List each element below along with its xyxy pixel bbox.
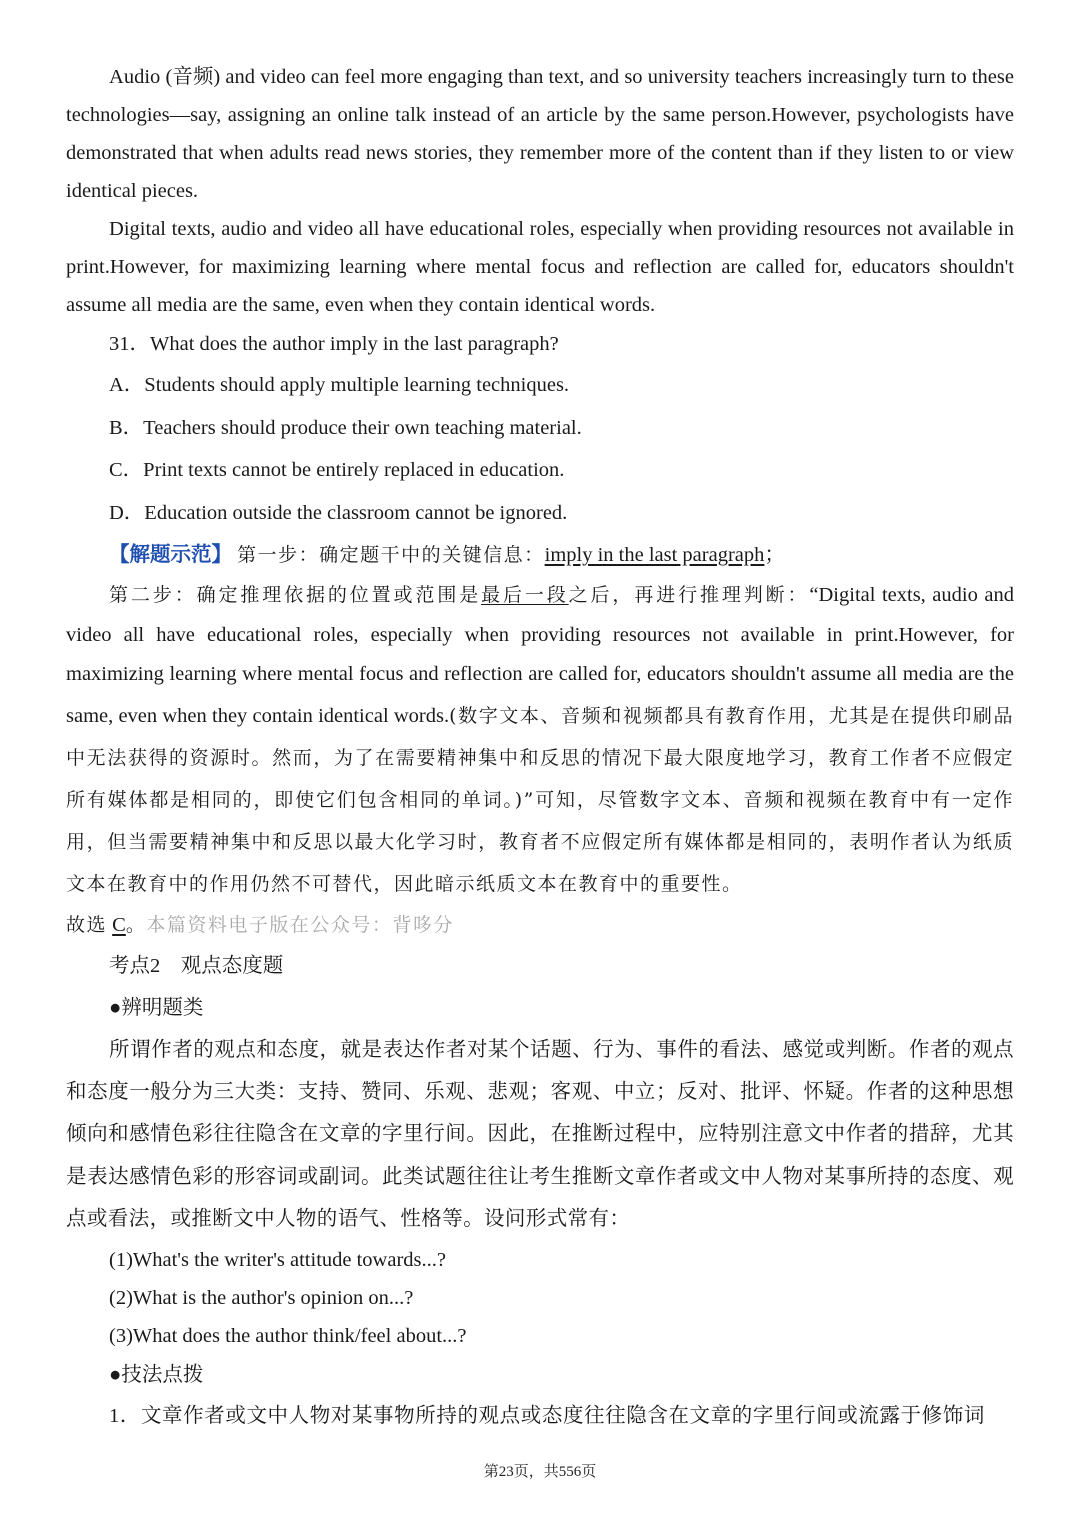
answer-letter: C	[112, 913, 126, 936]
question-form-2: (2)What is the author's opinion on...?	[109, 1286, 414, 1309]
step2-label: 第二步：确定推理依据的位置或范围是	[109, 584, 482, 606]
step1-end: ；	[764, 544, 785, 566]
question-stem: 31．What does the author imply in the last paragraph?	[109, 333, 559, 355]
document-page	[66, 58, 1014, 1437]
page-footer: 第23页，共556页	[483, 1464, 597, 1480]
answer-end: 。	[125, 913, 147, 936]
step2-key: 最后一段	[481, 584, 569, 606]
watermark-text: 本篇资料电子版在公众号：背哆分	[146, 913, 454, 936]
question-form-1: (1)What's the writer's attitude towards...?	[109, 1248, 446, 1271]
section2-heading-tips: ●技法点拨	[109, 1363, 204, 1386]
answer-prefix: 故选	[66, 913, 108, 936]
solution-step1	[66, 534, 1014, 576]
tip-1: 1．文章作者或文中人物对某事物所持的观点或态度往往隐含在文章的字里行间或流露于修饰词	[109, 1404, 985, 1427]
solution-step2	[66, 576, 1014, 905]
question-form-3: (3)What does the author think/feel about...?	[109, 1324, 467, 1347]
step1-key: imply in the last paragraph	[544, 544, 765, 566]
section2-heading-types: ●辨明题类	[109, 996, 204, 1019]
solution-answer	[66, 905, 1014, 945]
step2-mid: 之后，再进行推理判断：	[568, 584, 810, 606]
solution-tag: 【解题示范】	[109, 544, 232, 566]
section2-intro: 所谓作者的观点和态度，就是表达作者对某个话题、行为、事件的看法、感觉或判断。作者的观点和态度一般分为三大类：支持、赞同、乐观、悲观；客观、中立；反对、批评、怀疑。作者的这种思想倾向和感情色彩往往隐含在文章的字里行间。因此，在推断过程中，应特别注意文中作者的措辞，尤其是表达感情色彩的形容词或副词。此类试题往往让考生推断文章作者或文中人物对某事所持的态度、观点或看法，或推断文中人物的语气、性格等。设问形式常有：	[66, 1038, 1014, 1231]
passage-paragraph-1: Audio (音频) and video can feel more engaging than text, and so university teachers increasingly turn to these technologies—say, assigning an online talk instead of an article by the same person.However, psychologists have demonstrated that when adults read news stories, they remember more of the content than if they listen to or view identical pieces.	[66, 66, 1014, 202]
option-a: A．Students should apply multiple learning techniques.	[109, 374, 570, 396]
section2-title: 考点2 观点态度题	[109, 954, 284, 977]
step2-quote: “Digital texts, audio and video all have educational roles, especially when providing resources not available in print.However, for maximizing learning where mental focus and reflection are called for, educators shouldn't assume all media are the same, even when they contain identical words.	[66, 584, 1014, 727]
step1-label: 第一步：确定题干中的关键信息：	[237, 544, 545, 566]
step2-translation: (数字文本、音频和视频都具有教育作用，尤其是在提供印刷品中无法获得的资源时。然而，为了在需要精神集中和反思的情况下最大限度地学习，教育工作者不应假定所有媒体都是相同的，即使它们包含相同的单词。)”可知，尽管数字文本、音频和视频在教育中有一定作用，但当需要精神集中和反思以最大化学习时，教育者不应假定所有媒体都是相同的，表明作者认为纸质文本在教育中的作用仍然不可替代，因此暗示纸质文本在教育中的重要性。	[66, 704, 1015, 895]
option-b: B．Teachers should produce their own teaching material.	[109, 416, 582, 439]
passage-paragraph-2: Digital texts, audio and video all have educational roles, especially when providing resources not available in print.However, for maximizing learning where mental focus and reflection are called for, educators shouldn't assume all media are the same, even when they contain identical words.	[66, 218, 1014, 316]
option-d: D．Education outside the classroom cannot be ignored.	[109, 501, 568, 524]
option-c: C．Print texts cannot be entirely replaced in education.	[109, 459, 565, 481]
